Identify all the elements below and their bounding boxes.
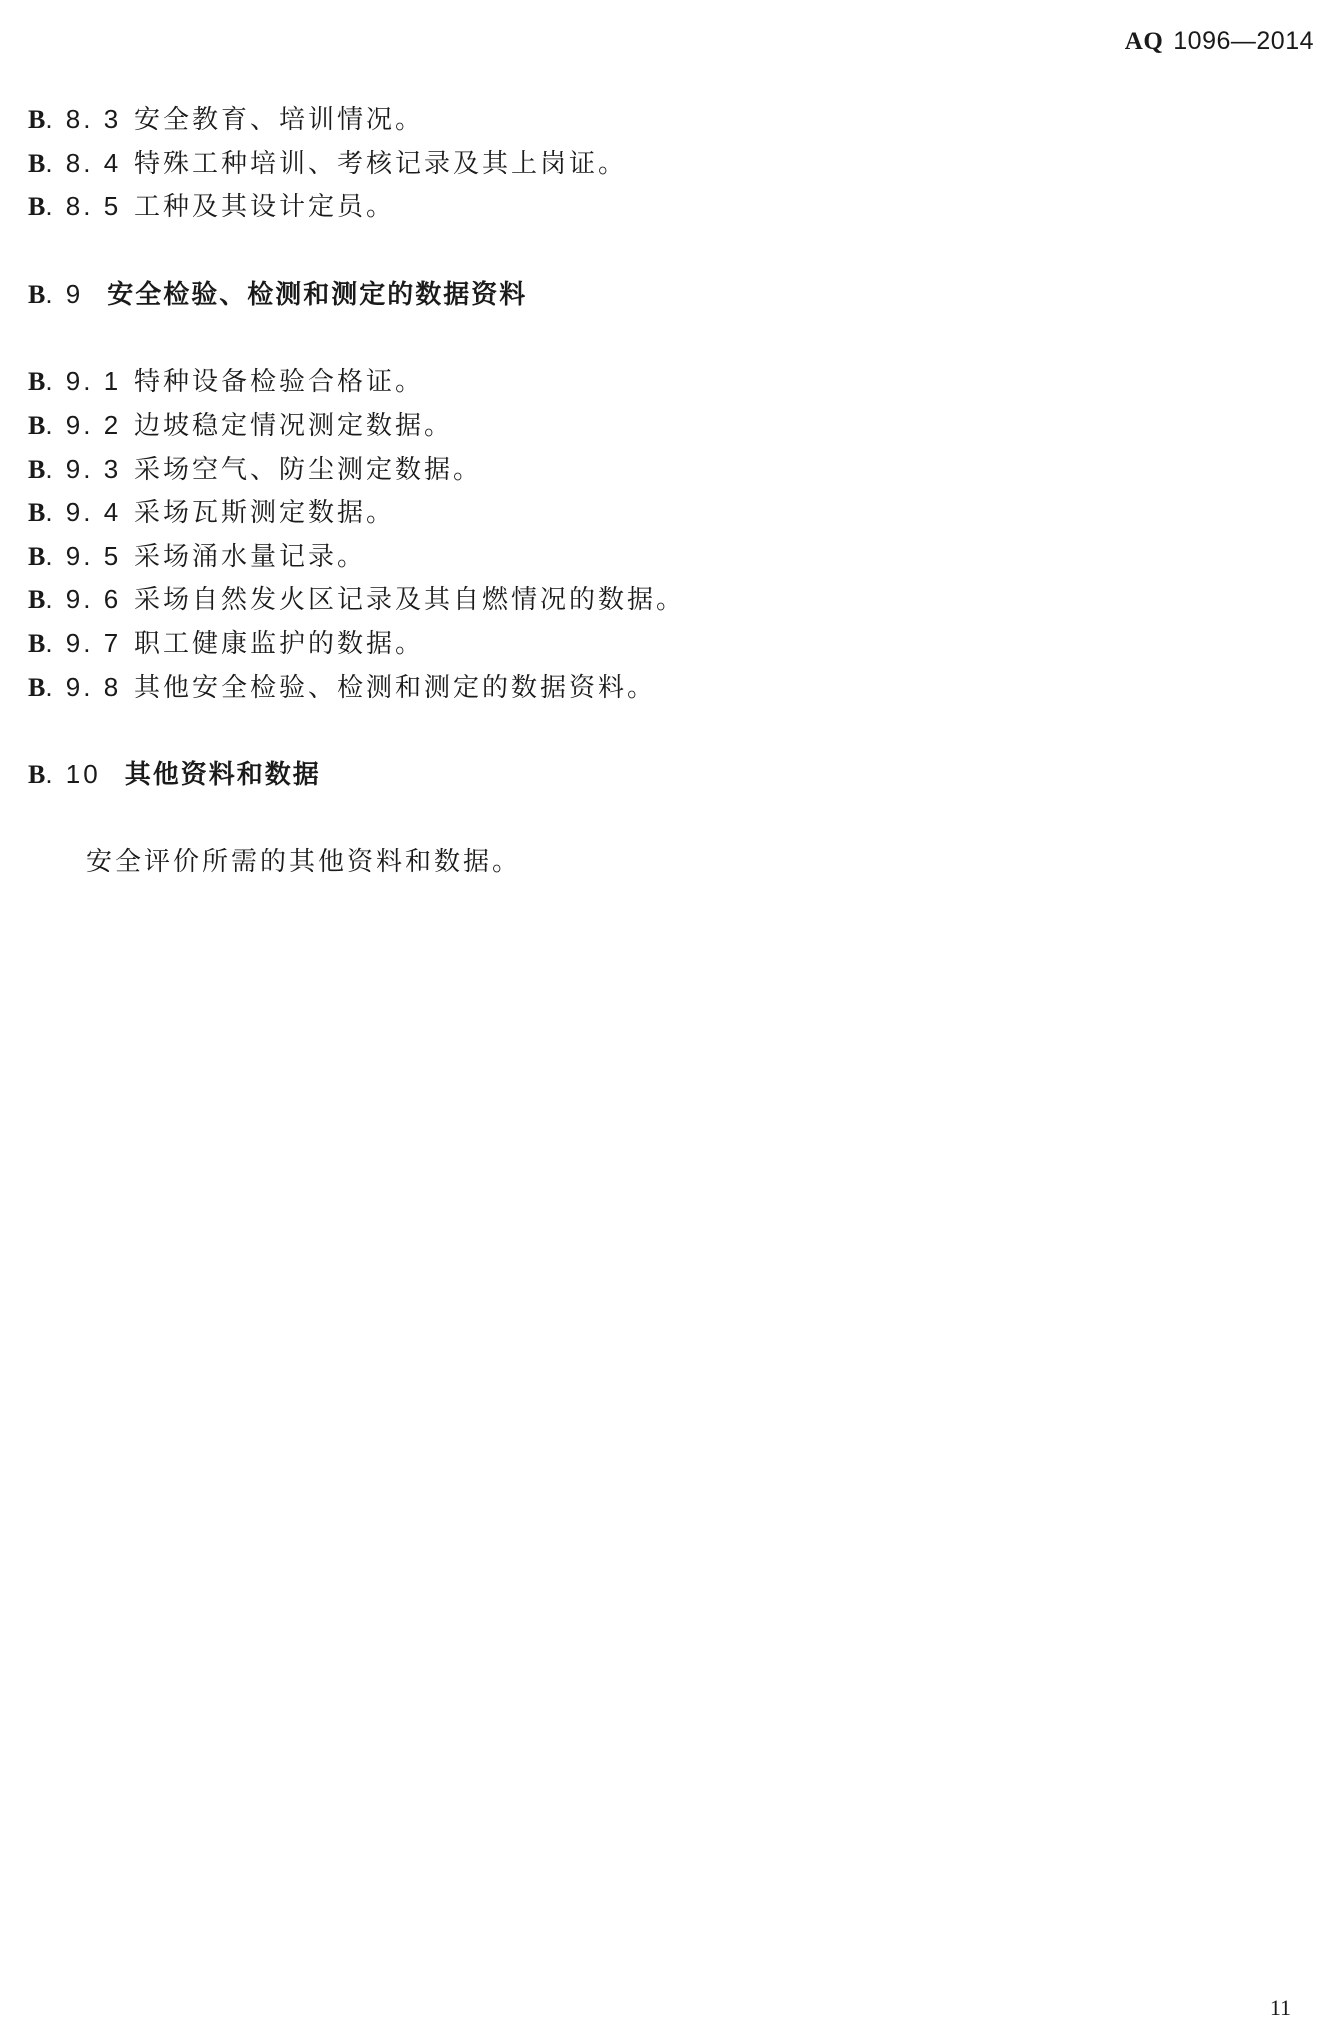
section-title: 安全检验、检测和测定的数据资料 [107,279,528,310]
clause-b-9-5 [28,535,1308,579]
clause-number: B. 9. 6 [28,584,122,615]
clause-text: 特殊工种培训、考核记录及其上岗证。 [134,148,628,179]
clause-b-9-2 [28,404,1308,448]
clause-b-8-5 [28,185,1308,229]
clause-text: 采场涌水量记录。 [134,541,367,572]
clause-b-9-4 [28,491,1308,535]
clause-number: B. 9. 7 [28,627,122,658]
clause-text: 工种及其设计定员。 [134,192,396,223]
clause-text: 采场瓦斯测定数据。 [134,498,396,529]
clause-number: B. 9. 3 [28,453,122,484]
clause-number: B. 9. 5 [28,540,122,571]
document-body [28,98,1308,884]
page-header [1125,26,1314,56]
clause-b-8-4 [28,142,1308,186]
clause-b-9-6 [28,578,1308,622]
clause-number: B. 8. 5 [28,191,122,222]
clause-b-9-3 [28,448,1308,492]
clause-b-9-8 [28,666,1308,710]
clause-number: B. 9. 2 [28,409,122,440]
section-paragraph: 安全评价所需的其他资料和数据。 [86,846,522,877]
clause-text: 职工健康监护的数据。 [134,628,425,659]
section-title: 其他资料和数据 [124,760,321,791]
clause-text: 安全教育、培训情况。 [134,105,425,135]
section-number: B. 10 [28,759,101,790]
clause-text: 采场自然发火区记录及其自燃情况的数据。 [134,585,686,616]
clause-number: B. 8. 4 [28,147,122,178]
clause-text: 特种设备检验合格证。 [134,367,425,398]
standard-prefix: AQ [1124,28,1164,55]
clause-text: 其他安全检验、检测和测定的数据资料。 [134,672,657,703]
clause-text: 边坡稳定情况测定数据。 [134,410,454,441]
clause-number: B. 8. 3 [28,104,122,134]
clause-number: B. 9. 1 [28,366,122,397]
section-number: B. 9 [28,278,84,309]
clause-b-9-7 [28,622,1308,666]
section-heading-b-10 [28,753,1308,797]
page-number: 11 [1269,1995,1291,2020]
clause-number: B. 9. 8 [28,671,122,702]
section-heading-b-9 [28,273,1308,317]
standard-number: 1096—2014 [1173,27,1314,55]
clause-b-9-1 [28,360,1308,404]
clause-text: 采场空气、防尘测定数据。 [134,454,483,485]
clause-b-8-3 [28,98,1308,142]
clause-list-b-9 [28,360,1308,709]
clause-number: B. 9. 4 [28,497,122,528]
